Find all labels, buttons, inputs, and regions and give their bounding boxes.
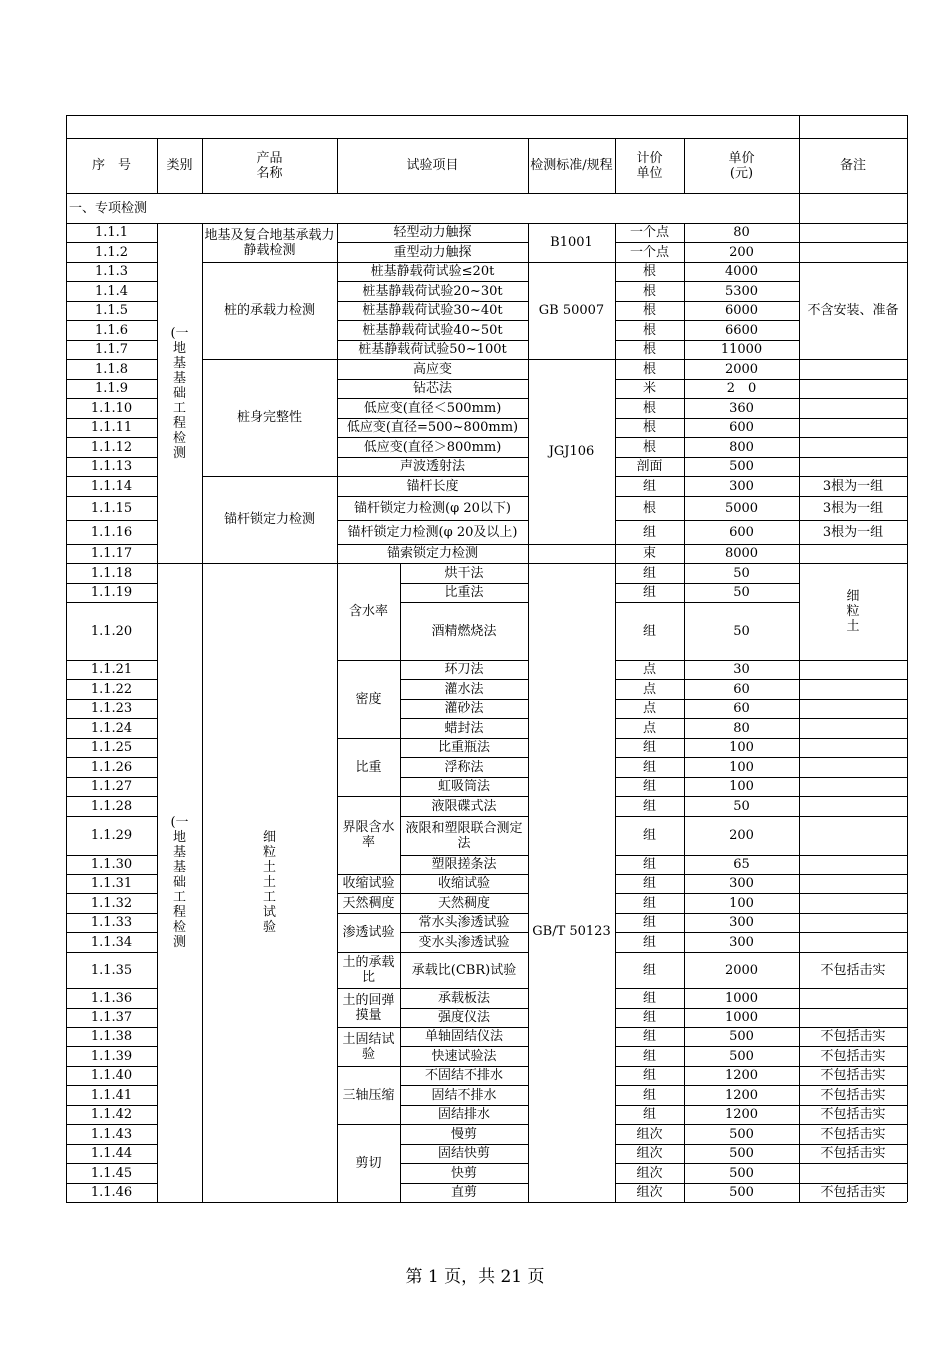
row-remark: [799, 359, 907, 379]
row-seq: 1.1.3: [94, 264, 129, 279]
row-test-item: 固结快剪: [437, 1146, 490, 1161]
row-test-item: 高应变: [412, 361, 452, 377]
row-seq: 1.1.29: [90, 828, 133, 843]
header-unit: 计价 单位: [636, 150, 663, 181]
row-seq: 1.1.7: [94, 342, 129, 357]
row-unit: 组: [642, 623, 656, 639]
row-seq: 1.1.16: [90, 524, 133, 540]
row-price: 100: [729, 779, 754, 794]
row-remark: 不包括击实: [820, 1029, 886, 1044]
product-3: 桩身完整性: [236, 410, 302, 425]
row-price: 300: [729, 478, 754, 494]
subgroup-3: 比重: [355, 759, 382, 775]
row-price: 200: [729, 828, 754, 843]
row-price: 80: [733, 225, 750, 240]
row-seq: 1.1.6: [94, 322, 129, 338]
row-unit: 组: [642, 524, 656, 540]
row-unit: 组次: [636, 1126, 663, 1142]
row-price: 600: [729, 420, 754, 435]
row-unit: 根: [642, 342, 656, 357]
row-remark: 3根为一组: [822, 500, 884, 516]
header-seq: 序 号: [91, 158, 131, 173]
row-unit: 组次: [636, 1146, 663, 1161]
rule-h: [400, 1202, 528, 1203]
row-remark: [799, 932, 907, 952]
row-seq: 1.1.44: [90, 1146, 133, 1161]
row-unit: 组: [642, 1029, 656, 1044]
row-test-item: 重型动力触探: [393, 244, 472, 260]
row-test-item: 蜡封法: [444, 720, 484, 736]
rule-h: [528, 544, 615, 545]
row-price: 50: [733, 565, 750, 581]
row-remark: [799, 437, 907, 457]
row-price: 50: [733, 585, 750, 600]
row-unit: 根: [642, 303, 656, 318]
row-price: 80: [733, 720, 750, 736]
rule-h: [66, 1202, 157, 1203]
row-test-item: 液限碟式法: [431, 798, 497, 814]
row-unit: 组次: [636, 1185, 663, 1200]
row-price: 2000: [724, 962, 759, 978]
row-remark: [799, 398, 907, 418]
row-unit: 组: [642, 828, 656, 843]
standard-2: GB 50007: [538, 303, 605, 318]
header-category: 类别: [166, 158, 193, 173]
row-remark: 不包括击实: [820, 1087, 886, 1103]
row-remark: 3根为一组: [822, 524, 884, 540]
row-unit: 组: [642, 798, 656, 814]
row-seq: 1.1.33: [90, 915, 133, 930]
row-price: 1000: [724, 1010, 759, 1025]
row-unit: 组: [642, 934, 656, 950]
row-unit: 根: [642, 264, 656, 279]
row-seq: 1.1.21: [90, 662, 133, 677]
row-seq: 1.1.27: [90, 779, 133, 794]
row-test-item: 固结不排水: [431, 1087, 497, 1103]
row-seq: 1.1.10: [90, 400, 133, 416]
row-price: 1200: [724, 1107, 759, 1122]
rule-h: [66, 115, 907, 116]
row-seq: 1.1.2: [94, 244, 129, 260]
row-remark: [799, 796, 907, 816]
row-seq: 1.1.37: [90, 1010, 133, 1025]
row-test-item: 单轴固结仪法: [424, 1029, 503, 1044]
row-remark: [799, 738, 907, 757]
row-unit: 根: [642, 322, 656, 338]
rule-h: [528, 1202, 615, 1203]
row-seq: 1.1.45: [90, 1165, 133, 1181]
remark-group: 不含安装、准备: [807, 303, 899, 318]
header-product: 产品 名称: [256, 150, 283, 181]
row-seq: 1.1.35: [90, 962, 133, 978]
row-test-item: 低应变(直径=500~800mm): [346, 420, 519, 435]
rule-h: [528, 563, 615, 564]
row-test-item: 天然稠度: [437, 895, 490, 911]
row-remark: [799, 913, 907, 932]
row-remark: [799, 679, 907, 699]
rule-v: [799, 138, 800, 193]
row-price: 50: [733, 623, 750, 639]
row-seq: 1.1.41: [90, 1087, 133, 1103]
rule-v: [799, 193, 800, 223]
row-remark: 不包括击实: [820, 962, 886, 978]
product-2: 桩的承载力检测: [223, 303, 315, 318]
row-price: 800: [729, 439, 754, 455]
row-test-item: 环刀法: [444, 662, 484, 677]
row-unit: 组: [642, 962, 656, 978]
rule-h: [615, 1202, 799, 1203]
row-test-item: 收缩试验: [437, 876, 490, 891]
row-price: 200: [729, 244, 754, 260]
standard-3: JGJ106: [548, 444, 595, 459]
row-price: 65: [733, 857, 750, 872]
subgroup-12: 剪切: [355, 1155, 382, 1171]
row-price: 500: [729, 1146, 754, 1161]
row-unit: 米: [642, 381, 656, 396]
row-remark: [799, 418, 907, 437]
row-seq: 1.1.22: [90, 681, 133, 697]
row-unit: 一个点: [629, 225, 669, 240]
row-remark: 不包括击实: [820, 1185, 886, 1200]
subgroup-9: 土的回弹摸量: [342, 992, 395, 1023]
row-unit: 组: [642, 857, 656, 872]
row-unit: 组: [642, 1068, 656, 1083]
row-remark: [799, 757, 907, 777]
row-seq: 1.1.4: [94, 283, 129, 299]
row-seq: 1.1.9: [94, 381, 129, 396]
row-price: 100: [729, 740, 754, 755]
row-price: 300: [729, 934, 754, 950]
row-test-item: 灌砂法: [444, 701, 484, 716]
row-unit: 根: [642, 400, 656, 416]
row-price: 360: [729, 400, 754, 416]
row-test-item: 锚杆锁定力检测(φ 20以下): [354, 500, 511, 516]
row-price: 8000: [724, 546, 759, 561]
row-price: 60: [733, 701, 750, 716]
row-seq: 1.1.42: [90, 1107, 133, 1122]
row-remark: [799, 777, 907, 796]
row-remark: [799, 816, 907, 855]
rule-h: [337, 1202, 400, 1203]
row-seq: 1.1.20: [90, 623, 133, 639]
product-5: 细粒土土工试验: [262, 830, 276, 935]
row-remark: [799, 1163, 907, 1183]
subgroup-1: 含水率: [348, 604, 388, 619]
header-remark: 备注: [839, 158, 866, 173]
standard-1: B1001: [550, 235, 593, 250]
row-remark: [799, 1008, 907, 1027]
row-seq: 1.1.12: [90, 439, 133, 455]
subgroup-6: 天然稠度: [342, 895, 395, 911]
row-unit: 组: [642, 1010, 656, 1025]
row-unit: 组: [642, 915, 656, 930]
row-price: 5000: [724, 500, 759, 516]
row-unit: 根: [642, 361, 656, 377]
subgroup-10: 土固结试验: [342, 1031, 395, 1062]
row-price: 2 0: [726, 381, 757, 396]
row-unit: 组次: [636, 1165, 663, 1181]
row-remark: [799, 874, 907, 893]
row-test-item: 灌水法: [444, 681, 484, 697]
row-unit: 组: [642, 565, 656, 581]
row-seq: 1.1.46: [90, 1185, 133, 1200]
row-test-item: 桩基静载荷试验20~30t: [362, 283, 503, 299]
row-test-item: 常水头渗透试验: [418, 915, 510, 930]
row-test-item: 比重瓶法: [437, 740, 490, 755]
row-price: 4000: [724, 264, 759, 279]
row-unit: 点: [642, 701, 656, 716]
row-test-item: 慢剪: [450, 1126, 477, 1142]
rule-h: [202, 1202, 337, 1203]
row-remark: [799, 660, 907, 679]
section-title: 一、专项检测: [69, 200, 148, 216]
row-test-item: 承载比(CBR)试验: [411, 962, 517, 978]
row-unit: 剖面: [636, 459, 663, 474]
row-price: 2000: [724, 361, 759, 377]
rule-h: [799, 1202, 907, 1203]
row-test-item: 液限和塑限联合测定法: [405, 820, 523, 851]
page-footer: 第 1 页，共 21 页: [405, 1267, 545, 1287]
rule-h: [157, 563, 202, 564]
row-price: 1000: [724, 990, 759, 1006]
row-test-item: 塑限搓条法: [431, 857, 497, 872]
row-test-item: 不固结不排水: [424, 1068, 503, 1083]
row-seq: 1.1.1: [94, 225, 129, 240]
subgroup-5: 收缩试验: [342, 876, 395, 891]
row-remark: 不包括击实: [820, 1126, 886, 1142]
row-price: 100: [729, 895, 754, 911]
row-unit: 组: [642, 478, 656, 494]
remark-group: 细 粒 土: [846, 589, 860, 634]
row-remark: 不包括击实: [820, 1048, 886, 1064]
row-price: 50: [733, 798, 750, 814]
rule-v: [202, 138, 203, 193]
subgroup-4: 界限含水率: [342, 820, 395, 850]
row-unit: 点: [642, 662, 656, 677]
row-remark: [799, 544, 907, 563]
row-test-item: 直剪: [450, 1185, 477, 1200]
row-test-item: 变水头渗透试验: [418, 934, 510, 950]
row-seq: 1.1.17: [90, 546, 133, 561]
row-unit: 根: [642, 283, 656, 299]
row-test-item: 低应变(直径＞800mm): [363, 439, 502, 455]
row-seq: 1.1.13: [90, 459, 133, 474]
row-unit: 束: [642, 546, 656, 561]
row-seq: 1.1.31: [90, 876, 133, 891]
subgroup-7: 渗透试验: [342, 925, 395, 940]
row-unit: 点: [642, 720, 656, 736]
rule-v: [615, 138, 616, 193]
category-2: (一 地基基础工程检测: [170, 815, 189, 950]
row-unit: 一个点: [629, 244, 669, 260]
row-unit: 根: [642, 420, 656, 435]
row-seq: 1.1.34: [90, 934, 133, 950]
row-price: 500: [729, 459, 754, 474]
row-price: 100: [729, 759, 754, 775]
row-price: 6000: [724, 303, 759, 318]
row-remark: [799, 855, 907, 874]
row-test-item: 锚索锁定力检测: [386, 546, 478, 561]
row-unit: 组: [642, 876, 656, 891]
row-price: 500: [729, 1126, 754, 1142]
product-1: 地基及复合地基承载力静载检测: [204, 227, 335, 258]
header-price: 单价 (元): [728, 150, 755, 181]
row-remark: 不包括击实: [820, 1107, 886, 1122]
row-remark: [799, 457, 907, 476]
row-test-item: 钻芯法: [412, 381, 452, 396]
row-remark: [799, 223, 907, 242]
row-price: 300: [729, 915, 754, 930]
row-seq: 1.1.18: [90, 565, 133, 581]
row-test-item: 虹吸筒法: [437, 779, 490, 794]
row-price: 500: [729, 1165, 754, 1181]
product-4: 锚杆锁定力检测: [223, 512, 315, 527]
row-unit: 组: [642, 740, 656, 755]
header-standard: 检测标准/规程: [530, 158, 613, 173]
row-price: 6600: [724, 322, 759, 338]
row-seq: 1.1.23: [90, 701, 133, 716]
row-seq: 1.1.28: [90, 798, 133, 814]
row-seq: 1.1.30: [90, 857, 133, 872]
standard-4: GB/T 50123: [532, 923, 611, 939]
row-unit: 组: [642, 1048, 656, 1064]
row-seq: 1.1.26: [90, 759, 133, 775]
row-price: 1200: [724, 1068, 759, 1083]
row-price: 5300: [724, 283, 759, 299]
row-remark: [799, 893, 907, 913]
row-unit: 点: [642, 681, 656, 697]
row-unit: 组: [642, 1087, 656, 1103]
rule-v: [799, 115, 800, 138]
row-remark: 不包括击实: [820, 1146, 886, 1161]
rule-v: [528, 138, 529, 193]
row-test-item: 比重法: [444, 585, 484, 600]
row-remark: [799, 699, 907, 718]
subgroup-2: 密度: [355, 691, 382, 707]
row-seq: 1.1.36: [90, 990, 133, 1006]
row-seq: 1.1.25: [90, 740, 133, 755]
row-seq: 1.1.38: [90, 1029, 133, 1044]
row-test-item: 桩基静载荷试验≤20t: [370, 264, 495, 279]
category-1: (一 地基基础工程检测: [170, 325, 189, 461]
row-price: 600: [729, 524, 754, 540]
header-test-item: 试验项目: [406, 158, 459, 173]
row-price: 500: [729, 1185, 754, 1200]
row-price: 300: [729, 876, 754, 891]
row-seq: 1.1.8: [94, 361, 129, 377]
row-unit: 组: [642, 895, 656, 911]
row-seq: 1.1.5: [94, 303, 129, 318]
row-test-item: 锚杆长度: [406, 478, 459, 494]
row-remark: 3根为一组: [822, 478, 884, 494]
row-unit: 根: [642, 439, 656, 455]
row-test-item: 低应变(直径＜500mm): [363, 400, 502, 416]
subgroup-8: 土的承载比: [342, 955, 395, 985]
row-remark: [799, 242, 907, 262]
row-seq: 1.1.32: [90, 895, 133, 911]
row-test-item: 浮称法: [444, 759, 484, 775]
row-test-item: 声波透射法: [399, 459, 465, 474]
row-test-item: 固结排水: [437, 1107, 490, 1122]
row-price: 30: [733, 662, 750, 677]
row-price: 500: [729, 1029, 754, 1044]
row-test-item: 烘干法: [444, 565, 484, 581]
row-remark: 不包括击实: [820, 1068, 886, 1083]
row-test-item: 快速试验法: [431, 1048, 497, 1064]
row-test-item: 强度仪法: [437, 1010, 490, 1025]
row-remark: [799, 988, 907, 1008]
row-unit: 根: [642, 500, 656, 516]
row-unit: 组: [642, 1107, 656, 1122]
row-price: 60: [733, 681, 750, 697]
rule-v: [337, 138, 338, 193]
row-seq: 1.1.11: [90, 420, 133, 435]
row-test-item: 桩基静载荷试验30~40t: [362, 303, 503, 318]
row-test-item: 轻型动力触探: [393, 225, 472, 240]
row-remark: [799, 718, 907, 738]
row-seq: 1.1.39: [90, 1048, 133, 1064]
row-test-item: 酒精燃烧法: [431, 623, 497, 639]
row-price: 500: [729, 1048, 754, 1064]
row-price: 1200: [724, 1087, 759, 1103]
row-test-item: 快剪: [450, 1165, 477, 1181]
row-seq: 1.1.43: [90, 1126, 133, 1142]
subgroup-11: 三轴压缩: [342, 1087, 395, 1103]
row-seq: 1.1.15: [90, 500, 133, 516]
row-remark: [799, 379, 907, 398]
row-seq: 1.1.14: [90, 478, 133, 494]
rule-v: [684, 138, 685, 193]
row-unit: 组: [642, 779, 656, 794]
row-unit: 组: [642, 990, 656, 1006]
row-test-item: 桩基静载荷试验40~50t: [362, 322, 503, 338]
row-seq: 1.1.24: [90, 720, 133, 736]
row-unit: 组: [642, 759, 656, 775]
row-unit: 组: [642, 585, 656, 600]
row-price: 11000: [720, 342, 763, 357]
row-test-item: 承载板法: [437, 990, 490, 1006]
row-seq: 1.1.40: [90, 1068, 133, 1083]
row-test-item: 锚杆锁定力检测(φ 20及以上): [347, 524, 518, 540]
rule-v: [157, 138, 158, 193]
row-test-item: 桩基静载荷试验50~100t: [358, 342, 507, 357]
row-seq: 1.1.19: [90, 585, 133, 600]
